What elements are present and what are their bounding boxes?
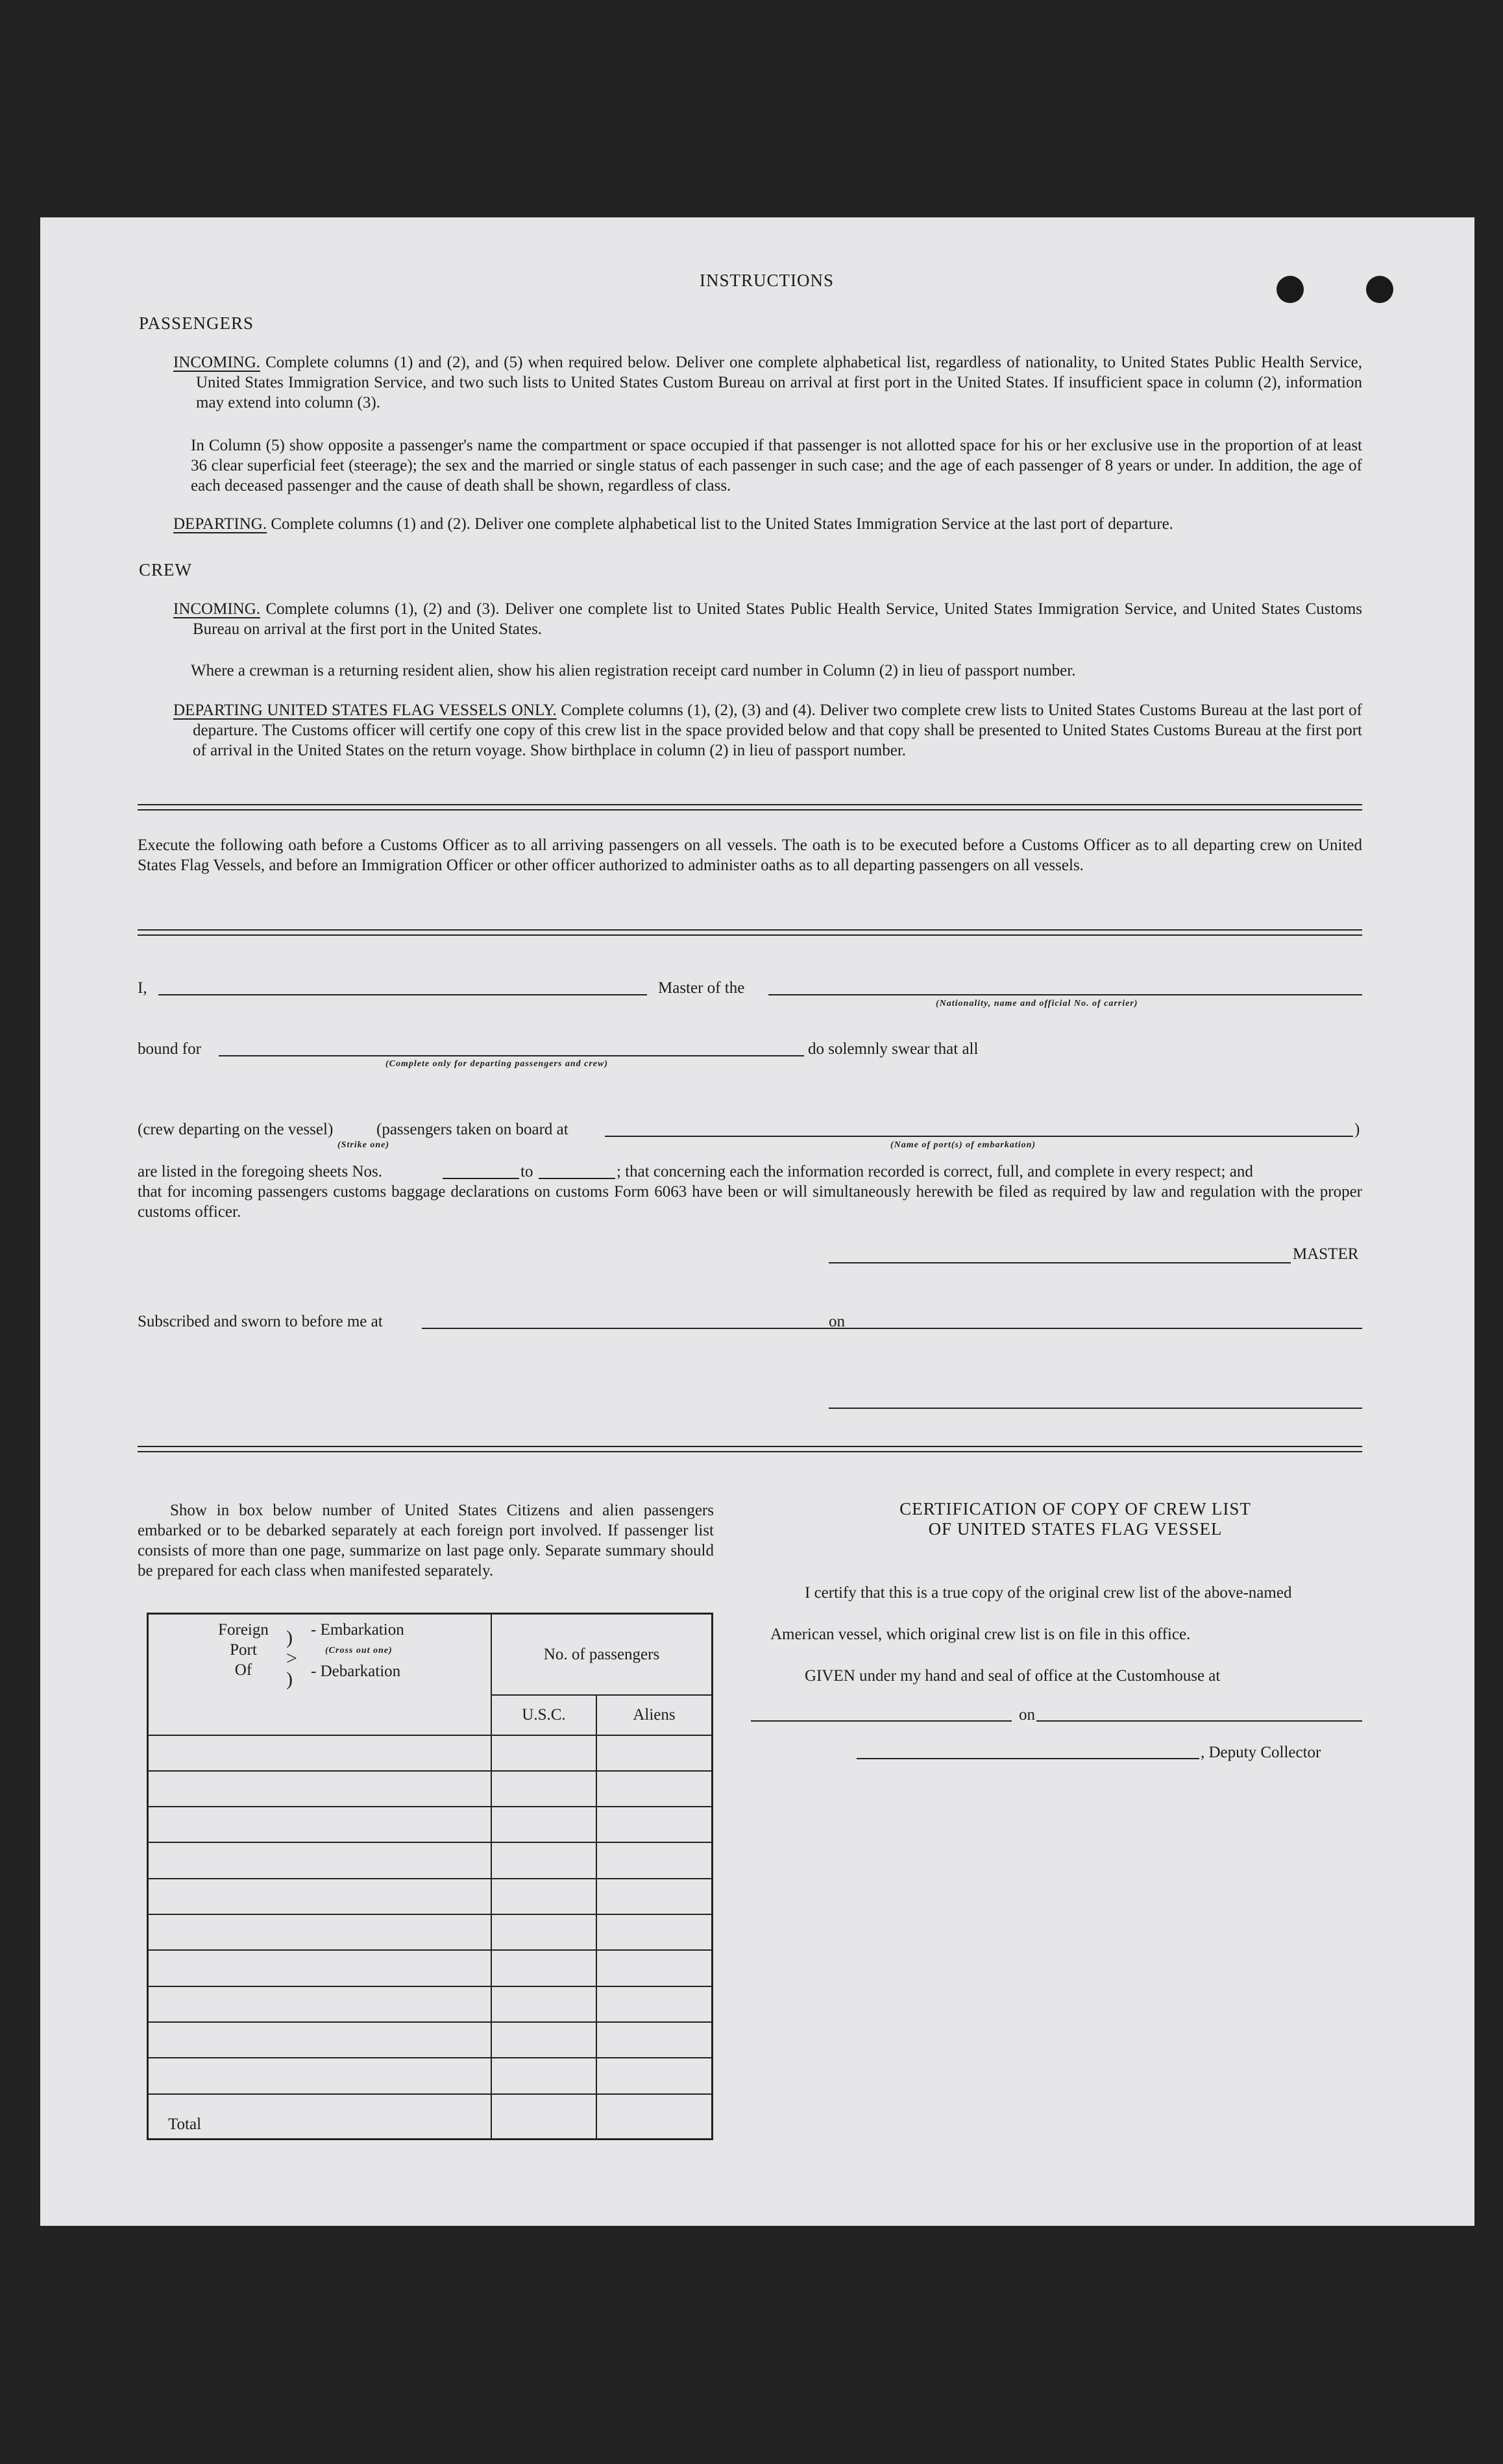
table-row-usc[interactable]: [491, 2022, 596, 2058]
crew-departing-text: Complete columns (1), (2), (3) and (4). Deliver two complete crew lists to United States Customs Bureau at the last port of departure. The Customs officer will certify one copy of this crew list in the space provided below and that copy shall be presented to United States Customs Bureau at the first port of arrival in the United States on the return voyage. Show birthplace in column (2) in lieu of passport number.: [193, 701, 1362, 759]
certification-line-2: American vessel, which original crew list is on file in this office.: [770, 1626, 1191, 1643]
deputy-collector-label: , Deputy Collector: [1201, 1744, 1321, 1761]
bound-note: (Complete only for departing passengers and crew): [385, 1059, 608, 1069]
certification-on-label: on: [1019, 1706, 1035, 1724]
table-row-aliens[interactable]: [596, 1807, 713, 1842]
table-row-usc[interactable]: [491, 1986, 596, 2022]
table-row-port[interactable]: [148, 1914, 492, 1950]
bound-for-label: bound for: [138, 1040, 201, 1058]
table-row-aliens[interactable]: [596, 1914, 713, 1950]
port-header-cell: [148, 1614, 492, 1735]
total-label: Total: [148, 2094, 492, 2140]
form-page: [40, 217, 1474, 2226]
brace-icon: ) > ): [286, 1627, 297, 1690]
table-row-port[interactable]: [148, 1986, 492, 2022]
deputy-signature-field[interactable]: [857, 1758, 1199, 1759]
close-paren: ): [1354, 1121, 1360, 1138]
total-usc-cell[interactable]: [491, 2094, 596, 2140]
crew-incoming-label: INCOMING.: [173, 600, 261, 618]
debarkation-label: - Debarkation: [311, 1663, 401, 1680]
master-name-field[interactable]: [158, 994, 647, 995]
crew-resident-text: Where a crewman is a returning resident alien, show his alien registration receipt card number in Column (2) in lieu of passport number.: [191, 662, 1076, 679]
table-row-port[interactable]: [148, 1879, 492, 1914]
table-row-usc[interactable]: [491, 1842, 596, 1878]
master-signature-field[interactable]: [829, 1262, 1291, 1263]
listed-prefix: are listed in the foregoing sheets Nos.: [138, 1163, 382, 1180]
port-label: Port: [230, 1641, 257, 1659]
no-passengers-header: No. of passengers: [491, 1614, 713, 1695]
table-row-aliens[interactable]: [596, 2058, 713, 2093]
to-label: to: [520, 1163, 533, 1180]
table-row-aliens[interactable]: [596, 1879, 713, 1914]
customhouse-place-field[interactable]: [751, 1720, 1012, 1722]
table-row-aliens[interactable]: [596, 1950, 713, 1986]
table-row-port[interactable]: [148, 2058, 492, 2093]
table-row-usc[interactable]: [491, 1771, 596, 1807]
summary-text: Show in box below number of United States Citizens and alien passengers embarked or to be debarked separately at each foreign port involved. If passenger list consists of more than one page, summarize on last page only. Separate summary should be prepared for each class when manifested separately.: [138, 1502, 714, 1580]
certification-line-3: GIVEN under my hand and seal of office at the Customhouse at: [805, 1667, 1221, 1685]
sworn-date-field[interactable]: [853, 1328, 1362, 1329]
master-label: MASTER: [1293, 1245, 1359, 1263]
certification-line-1: I certify that this is a true copy of the original crew list of the above-named: [805, 1584, 1292, 1602]
certification-title-2: OF UNITED STATES FLAG VESSEL: [928, 1519, 1223, 1539]
table-row-aliens[interactable]: [596, 1735, 713, 1771]
passenger-summary-table: [147, 1613, 713, 2140]
table-row-aliens[interactable]: [596, 1771, 713, 1807]
table-row-usc[interactable]: [491, 1879, 596, 1914]
table-row-port[interactable]: [148, 1842, 492, 1878]
passengers-departing: [173, 514, 1362, 534]
of-label: Of: [234, 1661, 252, 1679]
passengers-taken-option: (passengers taken on board at: [376, 1121, 568, 1138]
table-row-usc[interactable]: [491, 1914, 596, 1950]
instructions-title: INSTRUCTIONS: [700, 271, 835, 290]
certification-date-field[interactable]: [1036, 1720, 1362, 1722]
crew-heading: CREW: [139, 560, 192, 579]
punch-hole-icon: [1277, 276, 1304, 303]
section-divider: [138, 1446, 1362, 1452]
crew-incoming-text: Complete columns (1), (2) and (3). Deliver one complete list to United States Public Health Service, United States Immigration Service, and United States Customs Bureau on arrival at the first port in the United States.: [193, 600, 1362, 638]
total-aliens-cell[interactable]: [596, 2094, 713, 2140]
master-of-the-label: Master of the: [658, 979, 745, 997]
listed-rest: that for incoming passengers customs baggage declarations on customs Form 6063 have been or will simultaneously herewith be filed as required by law and regulation with the proper customs officer.: [138, 1183, 1362, 1221]
table-row-aliens[interactable]: [596, 1986, 713, 2022]
ports-note: (Name of port(s) of embarkation): [890, 1140, 1036, 1150]
table-row-port[interactable]: [148, 1807, 492, 1842]
incoming-text: Complete columns (1) and (2), and (5) when required below. Deliver one complete alphabetical list, regardless of nationality, to United States Public Health Service, United States Immigration Service, and two such lists to United States Custom Bureau on arrival at first port in the United States. If insufficient space in column (2), information may extend into column (3).: [196, 354, 1363, 411]
subscribed-label: Subscribed and sworn to before me at: [138, 1313, 383, 1330]
departing-text: Complete columns (1) and (2). Deliver one complete alphabetical list to the United States Immigration Service at the last port of departure.: [271, 515, 1173, 533]
aliens-header: Aliens: [596, 1695, 713, 1735]
table-row-usc[interactable]: [491, 2058, 596, 2093]
bound-for-field[interactable]: [219, 1055, 804, 1056]
section-divider: [138, 929, 1362, 936]
carrier-note: (Nationality, name and official No. of carrier): [936, 999, 1138, 1008]
usc-header: U.S.C.: [491, 1695, 596, 1735]
embarkation-label: - Embarkation: [311, 1621, 404, 1639]
i-label: I,: [138, 979, 147, 997]
crew-departing-label: DEPARTING UNITED STATES FLAG VESSELS ONLY.: [173, 701, 557, 719]
section-divider: [138, 804, 1362, 811]
carrier-field[interactable]: [768, 994, 1362, 995]
passengers-heading: PASSENGERS: [139, 313, 254, 333]
passengers-incoming: [173, 352, 1362, 413]
column5-text: In Column (5) show opposite a passenger's name the compartment or space occupied if that passenger is not allotted space for his or her exclusive use in the proportion of at least 36 clear superficial feet (steerage); the sex and the married or single status of each passenger in such case; and the age of each passenger of 8 years or under. In addition, the age of each deceased passenger and the cause of death shall be shown, regardless of class.: [191, 437, 1362, 494]
strike-one-note: (Strike one): [337, 1140, 390, 1150]
table-row-usc[interactable]: [491, 1807, 596, 1842]
oath-intro: Execute the following oath before a Customs Officer as to all arriving passengers on all vessels. The oath is to be executed before a Customs Officer as to all departing crew on United States Flag Vessels, and before an Immigration Officer or other officer authorized to administer oaths as to all departing passengers on all vessels.: [138, 836, 1362, 874]
table-row-port[interactable]: [148, 2022, 492, 2058]
swear-label: do solemnly swear that all: [808, 1040, 979, 1058]
table-row-port[interactable]: [148, 1735, 492, 1771]
table-row-port[interactable]: [148, 1771, 492, 1807]
officer-signature-field[interactable]: [829, 1408, 1362, 1409]
table-row-aliens[interactable]: [596, 2022, 713, 2058]
cross-out-note: (Cross out one): [325, 1646, 393, 1655]
incoming-label: INCOMING.: [173, 354, 261, 371]
sheet-from-field[interactable]: [443, 1178, 519, 1179]
listed-suffix: ; that concerning each the information recorded is correct, full, and complete in every respect; and: [617, 1163, 1253, 1180]
sworn-on-label: on: [829, 1313, 845, 1330]
punch-hole-icon: [1366, 276, 1393, 303]
table-row-usc[interactable]: [491, 1735, 596, 1771]
foreign-label: Foreign: [218, 1621, 269, 1639]
crew-departing-option: (crew departing on the vessel): [138, 1121, 334, 1138]
departing-label: DEPARTING.: [173, 515, 267, 533]
crew-incoming: [173, 599, 1362, 639]
port-embarkation-field[interactable]: [605, 1136, 1353, 1137]
sheet-to-field[interactable]: [539, 1178, 615, 1179]
table-row-usc[interactable]: [491, 1950, 596, 1986]
certification-title-1: CERTIFICATION OF COPY OF CREW LIST: [899, 1499, 1251, 1519]
table-row-port[interactable]: [148, 1950, 492, 1986]
crew-departing: [173, 700, 1362, 761]
table-row-aliens[interactable]: [596, 1842, 713, 1878]
sworn-place-field[interactable]: [422, 1328, 870, 1329]
